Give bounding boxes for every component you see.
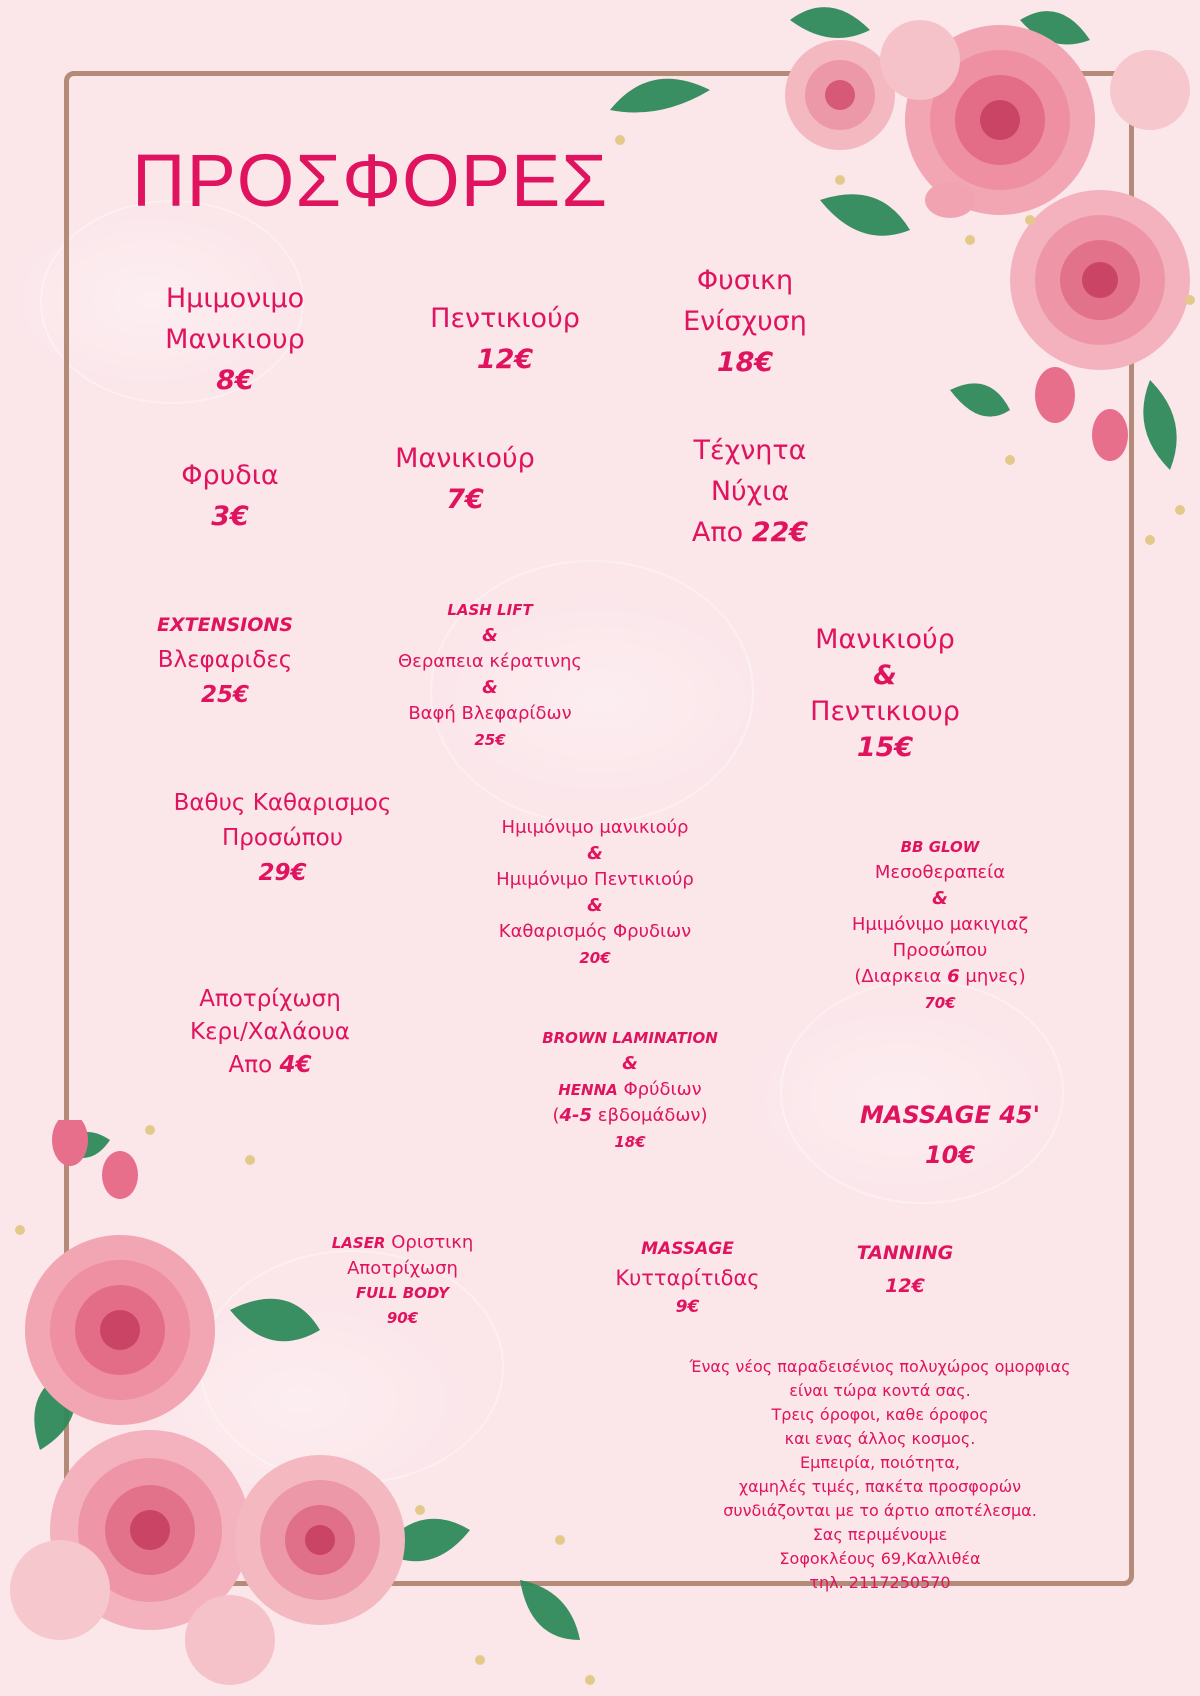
offer-hmimonimo-manikiour: [140, 278, 330, 401]
offer-line: Κυτταρίτιδας: [615, 1266, 760, 1290]
offer-line: MASSAGE 45': [860, 1101, 1040, 1129]
offer-line: BB GLOW: [900, 838, 980, 856]
offer-line: Αποτρίχωση: [199, 986, 341, 1012]
offer-price: 25€: [200, 682, 249, 708]
offer-price: 25€: [474, 731, 506, 749]
offer-price: 90€: [386, 1309, 419, 1327]
offer-price: 9€: [675, 1297, 700, 1317]
offer-massage-45: [860, 1095, 1040, 1175]
offer-price: 7€: [446, 484, 484, 515]
offer-bb-glow: [830, 834, 1050, 1016]
offer-line: εβδομάδων): [597, 1105, 708, 1126]
offer-amp: &: [622, 1053, 638, 1074]
offer-line: Προσώπου: [221, 825, 344, 851]
footer-line: Ένας νέος παραδεισένιος πολυχώρος ομορφιας: [689, 1357, 1071, 1376]
offer-price: 4€: [279, 1052, 312, 1078]
offer-brown-lamination: [520, 1025, 740, 1155]
offer-tanning: [845, 1237, 965, 1303]
offer-duration: 6: [947, 966, 960, 987]
offer-fysiki-enisxysi: [660, 260, 830, 383]
offer-line: Φρύδιων: [623, 1079, 702, 1100]
offer-amp: &: [482, 625, 498, 646]
offer-apotrixosi: [170, 983, 370, 1082]
offer-frydia: [150, 455, 310, 537]
offer-price: 22€: [751, 517, 809, 548]
offer-line: Κερι/Χαλάουα: [190, 1019, 350, 1045]
offer-line: Βαφή Βλεφαρίδων: [408, 703, 572, 724]
offer-lash-lift: [375, 597, 605, 753]
offer-line: Μεσοθεραπεία: [874, 862, 1006, 883]
footer-line: και ενας άλλος κοσμος.: [784, 1429, 976, 1448]
offer-price: 15€: [856, 732, 914, 763]
footer-address: Σοφοκλέους 69,Καλλιθέα: [779, 1549, 981, 1568]
offer-price: 18€: [716, 347, 774, 378]
footer-phone: τηλ. 2117250570: [809, 1573, 951, 1592]
offer-amp: &: [482, 677, 498, 698]
offer-line: Προσώπου: [892, 940, 988, 961]
offer-line: Ημιμόνιμο μακιγιαζ: [851, 914, 1029, 935]
offer-line: TANNING: [856, 1242, 954, 1264]
offer-prefix: Απο: [691, 517, 744, 548]
offer-line: LASH LIFT: [447, 601, 533, 619]
offer-texnita-nyxia: [660, 430, 840, 553]
offer-line: Μανικιουρ: [165, 324, 305, 355]
offer-price: 8€: [216, 365, 254, 396]
footer-line: συνδιάζονται με το άρτιο αποτέλεσμα.: [723, 1501, 1037, 1520]
offer-prefix: Απο: [228, 1052, 273, 1078]
offer-line: Ενίσχυση: [683, 306, 807, 337]
offer-price: 18€: [614, 1133, 646, 1151]
offer-price: 3€: [211, 501, 249, 532]
offer-manikiour: [370, 438, 560, 520]
offer-line: FULL BODY: [355, 1284, 450, 1302]
offer-line: Μανικιούρ: [395, 443, 535, 474]
offer-line: (Διαρκεια: [854, 966, 942, 987]
footer-line: Εμπειρία, ποιότητα,: [800, 1453, 960, 1472]
offer-combo-hmimonimo: [470, 815, 720, 971]
offer-line: Φρυδια: [181, 460, 279, 491]
offer-line: Μανικιούρ: [815, 624, 955, 655]
offer-price: 12€: [476, 344, 534, 375]
offer-pentikiour: [410, 298, 600, 380]
offer-line: Ημιμόνιμο μανικιούρ: [501, 817, 689, 838]
offer-line: MASSAGE: [641, 1239, 734, 1259]
footer-line: χαμηλές τιμές, πακέτα προσφορών: [738, 1477, 1022, 1496]
footer-line: είναι τώρα κοντά σας.: [789, 1381, 971, 1400]
offer-line: Αποτρίχωση: [347, 1258, 458, 1279]
offer-line: (: [552, 1105, 560, 1126]
offer-price: 29€: [258, 860, 307, 886]
offer-price: 12€: [885, 1275, 925, 1297]
offer-price: 70€: [924, 994, 956, 1012]
offer-amp: &: [873, 660, 897, 691]
offer-manikiour-pentikiour: [790, 622, 980, 766]
offer-laser-label: LASER: [331, 1234, 386, 1252]
offer-line: Ημιμόνιμο Πεντικιούρ: [496, 869, 694, 890]
offer-line: Βαθυς Καθαρισμος: [173, 790, 392, 816]
offer-line: Τέχνητα: [693, 435, 807, 466]
offer-line: Πεντικιουρ: [810, 696, 960, 727]
footer-line: Τρεις όροφοι, καθε όροφος: [771, 1405, 989, 1424]
offer-line: Πεντικιούρ: [430, 303, 580, 334]
offer-extensions: [130, 608, 320, 713]
offer-amp: &: [587, 843, 603, 864]
offer-line: EXTENSIONS: [157, 614, 293, 636]
offer-line: Οριστικη: [391, 1232, 474, 1253]
page-title: ΠΡΟΣΦΟΡΕΣ: [132, 139, 609, 222]
offer-price: 20€: [579, 949, 611, 967]
offer-vathys-katharismos: [160, 786, 405, 891]
offer-laser: [325, 1230, 480, 1331]
offer-amp: &: [587, 895, 603, 916]
footer-line: Σας περιμένουμε: [812, 1525, 948, 1544]
offer-line: Φυσικη: [696, 265, 794, 296]
footer-description: [620, 1355, 1140, 1595]
offer-line: BROWN LAMINATION: [542, 1029, 718, 1047]
offer-line: Θεραπεια κέρατινης: [397, 651, 583, 672]
offer-henna: HENNA: [558, 1081, 618, 1099]
offer-line: Βλεφαριδες: [157, 647, 293, 673]
offer-massage-kyttaritidas: [610, 1235, 765, 1322]
offer-line: Καθαρισμός Φρυδιων: [498, 921, 692, 942]
offer-line: Ημιμονιμο: [165, 283, 305, 314]
roses-bottom-left-decoration: [0, 1120, 620, 1696]
offer-price: 10€: [924, 1141, 976, 1169]
offer-line: Νύχια: [710, 476, 790, 507]
offer-duration: 4-5: [559, 1105, 593, 1126]
offer-line: μηνες): [965, 966, 1026, 987]
offer-amp: &: [932, 888, 948, 909]
